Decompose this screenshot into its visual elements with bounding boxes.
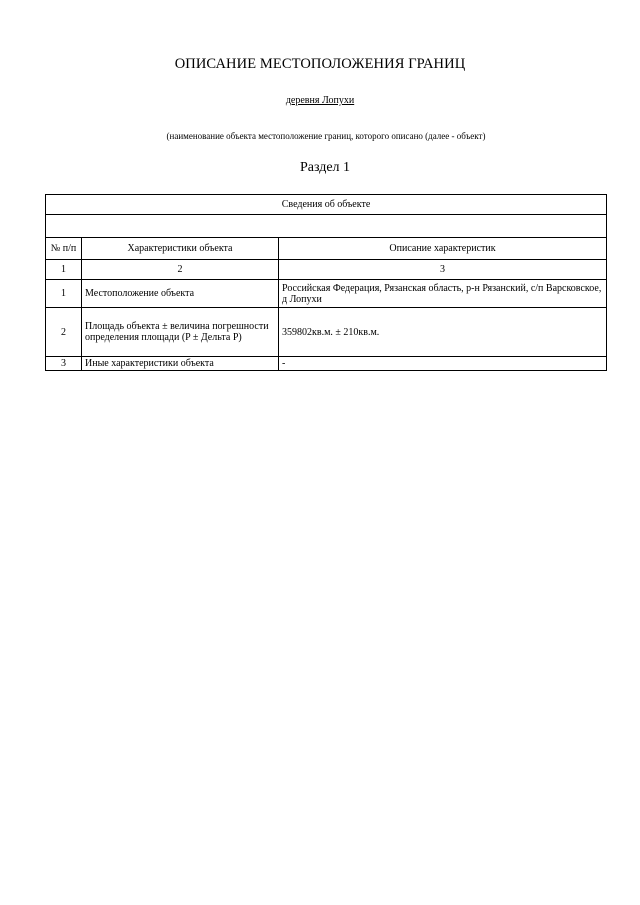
- document-title: ОПИСАНИЕ МЕСТОПОЛОЖЕНИЯ ГРАНИЦ: [174, 56, 466, 72]
- row-number: 2: [46, 308, 82, 357]
- table-row: [46, 357, 607, 371]
- row-description: -: [279, 357, 607, 371]
- table-header-row: [46, 195, 607, 215]
- row-description: 359802кв.м. ± 210кв.м.: [279, 308, 607, 357]
- table-empty-row: [46, 215, 607, 238]
- column-number-2: 2: [82, 260, 279, 280]
- table-empty-cell: [46, 215, 607, 238]
- table-header: Сведения об объекте: [46, 195, 607, 215]
- column-header-characteristic: Характеристики объекта: [82, 238, 279, 260]
- row-number: 3: [46, 357, 82, 371]
- object-caption: (наименование объекта местоположение границ, которого описано (далее - объект): [166, 131, 486, 141]
- object-name-text: деревня Лопухи: [285, 95, 355, 106]
- row-number: 1: [46, 280, 82, 308]
- column-headers-row: [46, 238, 607, 260]
- object-info-table: [45, 194, 607, 371]
- row-characteristic: Площадь объекта ± величина погрешности определения площади (P ± Дельта P): [82, 308, 279, 357]
- column-number-1: 1: [46, 260, 82, 280]
- column-header-description: Описание характеристик: [279, 238, 607, 260]
- column-header-number: № п/п: [46, 238, 82, 260]
- row-characteristic: Иные характеристики объекта: [82, 357, 279, 371]
- column-number-3: 3: [279, 260, 607, 280]
- table-row: [46, 280, 607, 308]
- object-name: [0, 95, 640, 106]
- row-characteristic: Местоположение объекта: [82, 280, 279, 308]
- section-title: Раздел 1: [299, 160, 351, 175]
- row-description: Российская Федерация, Рязанская область, р-н Рязанский, с/п Варсковское, д Лопухи: [279, 280, 607, 308]
- table-row: [46, 308, 607, 357]
- column-numbers-row: [46, 260, 607, 280]
